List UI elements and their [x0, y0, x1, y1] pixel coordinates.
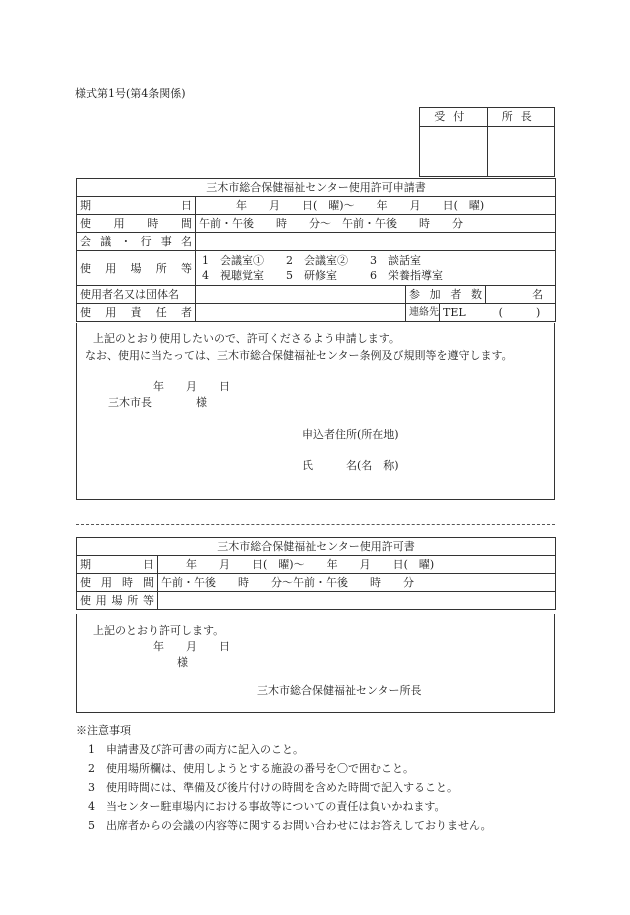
user-name-label: 使用者名又は団体名 [77, 286, 196, 304]
responsible-label: 使用責任者 [77, 304, 196, 322]
time-value[interactable]: 午前・午後 時 分～ 午前・午後 時 分 [196, 215, 556, 233]
period-label: 期日 [77, 197, 196, 215]
rooms-label: 使用場所等 [77, 251, 196, 286]
permit-addressee: 様 [177, 656, 188, 669]
user-name-field[interactable] [196, 286, 406, 304]
permit-period-value[interactable]: 年 月 日( 曜)～ 年 月 日( 曜) [158, 556, 556, 574]
application-text-2: なお、使用に当たっては、三木市総合保健福祉センター条例及び規則等を遵守します。 [85, 349, 513, 362]
application-title: 三木市総合保健福祉センター使用許可申請書 [77, 179, 556, 197]
event-name-field[interactable] [196, 233, 556, 251]
permit-rooms-field[interactable] [158, 592, 556, 610]
permit-time-label: 使用時間 [77, 574, 158, 592]
attendees-unit[interactable]: 名 [486, 286, 556, 304]
application-addressee: 三木市長 様 [108, 396, 207, 409]
note-item: 4 当センター駐車場内における事故等についての責任は負いかねます。 [88, 800, 446, 813]
application-table [76, 178, 556, 322]
notes-title: ※注意事項 [76, 724, 131, 737]
contact-label: 連絡先 [406, 304, 440, 322]
note-item: 2 使用場所欄は、使用しようとする施設の番号を〇で囲むこと。 [88, 762, 414, 775]
note-item: 5 出席者からの会議の内容等に関するお問い合わせにはお答えしておりません。 [88, 819, 492, 832]
permit-date[interactable]: 年 月 日 [153, 640, 230, 653]
attendees-label: 参加者数 [406, 286, 486, 304]
form-number: 様式第1号(第4条関係) [75, 87, 186, 100]
applicant-address-label: 申込者住所(所在地) [302, 428, 399, 441]
reception-label: 受付 [420, 108, 488, 126]
permit-period-label: 期日 [77, 556, 158, 574]
cut-line [76, 524, 555, 525]
permit-table [76, 537, 556, 610]
reception-box [419, 107, 555, 177]
contact-field[interactable]: TEL ( ) [440, 304, 556, 322]
director-label: 所長 [501, 110, 540, 123]
rooms-line-2[interactable]: 4 視聴覚室 5 研修室 6 栄養指導室 [202, 269, 443, 282]
permit-title: 三木市総合保健福祉センター使用許可書 [77, 538, 556, 556]
application-text-1: 上記のとおり使用したいので、許可くださるよう申請します。 [93, 332, 400, 345]
permit-rooms-label: 使用場所等 [77, 592, 158, 610]
rooms-options[interactable] [196, 251, 556, 286]
note-item: 3 使用時間には、準備及び後片付けの時間を含めた時間で記入すること。 [88, 781, 458, 794]
permit-time-value[interactable]: 午前・午後 時 分～午前・午後 時 分 [158, 574, 556, 592]
application-date[interactable]: 年 月 日 [153, 380, 230, 393]
responsible-field[interactable] [196, 304, 406, 322]
permit-body [76, 614, 555, 713]
permit-text: 上記のとおり許可します。 [93, 624, 225, 637]
applicant-name-label: 氏 名(名 称) [302, 459, 399, 472]
period-value[interactable]: 年 月 日( 曜)～ 年 月 日( 曜) [196, 197, 556, 215]
permit-issuer: 三木市総合保健福祉センター所長 [257, 684, 422, 697]
rooms-line-1[interactable]: 1 会議室① 2 会議室② 3 談話室 [202, 254, 421, 267]
application-body [76, 323, 555, 500]
note-item: 1 申請書及び許可書の両方に記入のこと。 [88, 743, 304, 756]
time-label: 使用時間 [77, 215, 196, 233]
event-name-label: 会議・行事名 [77, 233, 196, 251]
